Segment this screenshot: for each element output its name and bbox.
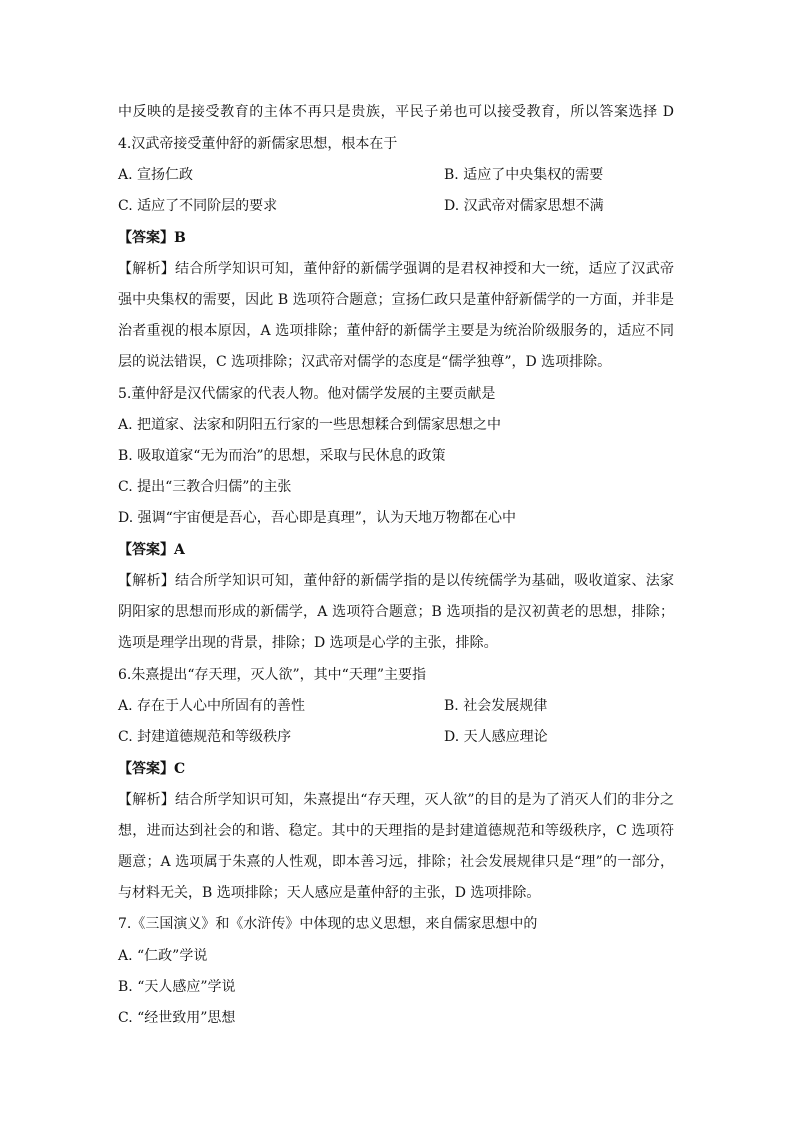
question-6-explanation-line: 与材料无关，B 选项排除；天人感应是董仲舒的主张，D 选项排除。 — [118, 885, 541, 901]
question-4-explanation-line: 层的说法错误，C 选项排除；汉武帝对儒学的态度是“儒学独尊”，D 选项排除。 — [118, 354, 612, 370]
question-4-explanation-line: 【解析】结合所学知识可知，董仲舒的新儒学强调的是君权神授和大一统，适应了汉武帝 — [118, 261, 674, 277]
question-5-answer: 【答案】A — [118, 542, 185, 558]
question-6-explanation-line: 想，进而达到社会的和谐、稳定。其中的天理指的是封建道德规范和等级秩序，C 选项符 — [118, 823, 674, 839]
question-5-option-c: C. 提出“三教合归儒”的主张 — [118, 479, 292, 495]
question-6-option-b: B. 社会发展规律 — [444, 698, 548, 714]
question-7-stem: 7.《三国演义》和《水浒传》中体现的忠义思想，来自儒家思想中的 — [118, 916, 538, 932]
question-6-answer: 【答案】C — [118, 761, 186, 777]
question-4-answer: 【答案】B — [118, 230, 186, 246]
question-6-option-d: D. 天人感应理论 — [444, 729, 548, 745]
question-7-option-c: C. “经世致用”思想 — [118, 1010, 236, 1026]
question-6-stem: 6.朱熹提出“存天理，灭人欲”，其中“天理”主要指 — [118, 667, 426, 683]
question-5-option-b: B. 吸取道家“无为而治”的思想，采取与民休息的政策 — [118, 448, 446, 464]
question-4-explanation-line: 强中央集权的需要，因此 B 选项符合题意；宣扬仁政只是董仲舒新儒学的一方面，并非是 — [118, 292, 674, 308]
question-4-option-b: B. 适应了中央集权的需要 — [444, 167, 604, 183]
question-5-stem: 5.董仲舒是汉代儒家的代表人物。他对儒学发展的主要贡献是 — [118, 386, 496, 402]
question-7-option-b: B. “天人感应”学说 — [118, 979, 236, 995]
question-5-explanation-line: 选项是理学出现的背景，排除；D 选项是心学的主张，排除。 — [118, 635, 498, 651]
question-5-option-d: D. 强调“宇宙便是吾心，吾心即是真理”，认为天地万物都在心中 — [118, 510, 516, 526]
question-6-explanation-line: 【解析】结合所学知识可知，朱熹提出“存天理，灭人欲”的目的是为了消灭人们的非分之 — [118, 792, 674, 808]
question-6-option-c: C. 封建道德规范和等级秩序 — [118, 729, 292, 745]
question-6-option-a: A. 存在于人心中所固有的善性 — [118, 698, 306, 714]
question-4-option-c: C. 适应了不同阶层的要求 — [118, 198, 278, 214]
question-5-explanation-line: 【解析】结合所学知识可知，董仲舒的新儒学指的是以传统儒学为基础，吸收道家、法家 — [118, 573, 674, 589]
question-4-option-a: A. 宣扬仁政 — [118, 167, 194, 183]
question-4-stem: 4.汉武帝接受董仲舒的新儒家思想，根本在于 — [118, 136, 398, 152]
explanation-3-tail: 中反映的是接受教育的主体不再只是贵族，平民子弟也可以接受教育，所以答案选择 D — [118, 104, 674, 120]
question-4-option-d: D. 汉武帝对儒家思想不满 — [444, 198, 604, 214]
question-5-option-a: A. 把道家、法家和阴阳五行家的一些思想糅合到儒家思想之中 — [118, 417, 502, 433]
question-7-option-a: A. “仁政”学说 — [118, 948, 208, 964]
question-5-explanation-line: 阴阳家的思想而形成的新儒学，A 选项符合题意；B 选项指的是汉初黄老的思想，排除； — [118, 604, 674, 620]
question-4-explanation-line: 治者重视的根本原因，A 选项排除；董仲舒的新儒学主要是为统治阶级服务的，适应不同 — [118, 323, 674, 339]
question-6-explanation-line: 题意；A 选项属于朱熹的人性观，即本善习远，排除；社会发展规律只是“理”的一部分， — [118, 854, 674, 870]
